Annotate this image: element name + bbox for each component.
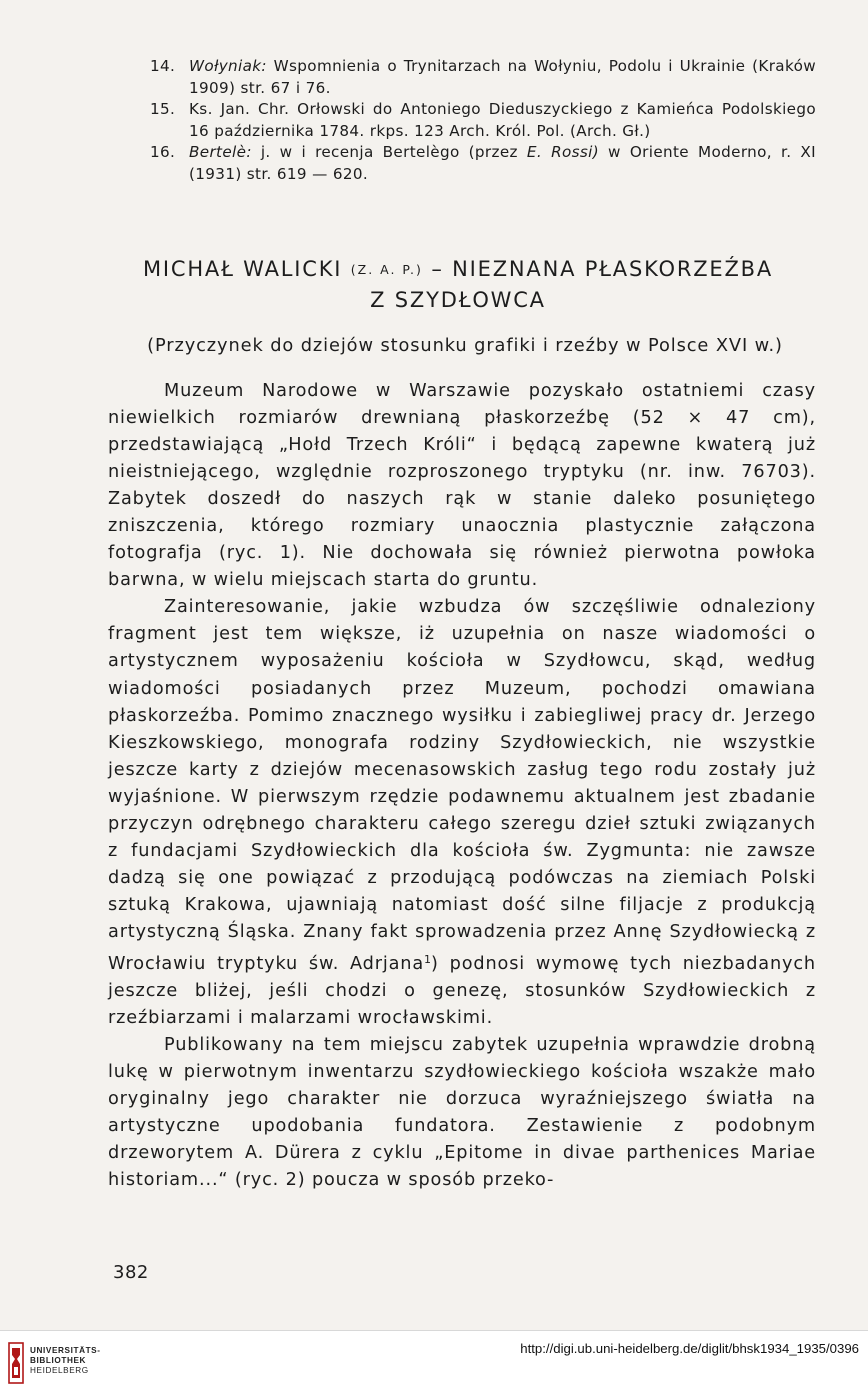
- paragraph-2: [108, 594, 816, 1032]
- article-title-line-2: Z SZYDŁOWCA: [370, 288, 546, 312]
- viewer-footer: [0, 1330, 868, 1393]
- footnote-text: [189, 142, 816, 185]
- footnote-author: Wołyniak:: [189, 57, 267, 75]
- footnote-text: [189, 56, 816, 99]
- paragraph-1: Muzeum Narodowe w Warszawie pozyskało ostatniemi czasy niewielkich rozmiarów drewnianą płaskorzeźbę (52 × 47 cm), przedstawiającą „Hołd Trzech Króli“ i będącą zapewne kwaterą już nieistniejącego, względnie rozproszonego tryptyku (nr. inw. 76703). Zabytek doszedł do naszych rąk w stanie daleko posuniętego zniszczenia, którego rozmiary unaocznia plastycznie załączona fotografja (ryc. 1). Nie dochowała się również pierwotna powłoka barwna, w wielu miejscach starta do gruntu.: [108, 381, 816, 591]
- heidelberg-library-logo-icon: [8, 1342, 24, 1384]
- footnote-body: j. w i recenja Bertelègo (przez: [251, 143, 527, 161]
- heading-line-1: [100, 254, 816, 285]
- heading-dash: –: [431, 257, 444, 281]
- footnote-15: [150, 99, 816, 142]
- footnote-body: Ks. Jan. Chr. Orłowski do Antoniego Dieduszyckiego z Kamieńca Podolskiego 16 października 1784. rkps. 123 Arch. Król. Pol. (Arch. Gł.): [189, 100, 816, 140]
- footnotes-block: [150, 56, 816, 185]
- footnote-author: Bertelè:: [189, 143, 252, 161]
- page-number: 382: [113, 1262, 149, 1283]
- footnote-body-end: w Oriente Moderno, r. XI (1931) str. 619 — 620.: [189, 143, 816, 183]
- paragraph-3: Publikowany na tem miejscu zabytek uzupełnia wprawdzie drobną lukę w pierwotnym inwentarzu szydłowieckiego kościoła wszakże mało oryginalny jego charakter nie dorzuca wyraźniejszego światła na artystyczne upodobania fundatora. Zestawienie z podobnym drzeworytem A. Dürera z cyklu „Epitome in divae parthenices Mariae historiam...“ (ryc. 2) poucza w sposób przeko-: [108, 1035, 816, 1191]
- library-line-2: BIBLIOTHEK: [30, 1356, 87, 1365]
- library-line-3: HEIDELBERG: [30, 1366, 89, 1375]
- article-heading: [100, 254, 816, 315]
- footnote-italic: E. Rossi): [526, 143, 599, 161]
- paragraph-2-end: podnosi wymowę tych niezbadanych jeszcze bliżej, jeśli chodzi o genezę, stosunków Szydłowieckich z rzeźbiarzami i malarzami wrocławskimi.: [108, 953, 816, 1029]
- footnote-reference-close: ): [431, 953, 439, 974]
- paragraph-2-text: Zainteresowanie, jakie wzbudza ów szczęśliwie odnaleziony fragment jest tem większe, iż uzupełnia on nasze wiadomości o artystycznem wyposażeniu kościoła w Szydłowcu, skąd, według wiadomości posiadanych przez Muzeum, pochodzi omawiana płaskorzeźba. Pomimo znacznego wysiłku i zabiegliwej pracy dr. Jerzego Kieszkowskiego, monografa rodziny Szydłowieckich, nie wszystkie jeszcze karty z dziejów mecenasowskich zasług tego rodu zostały już wyjaśnione. W pierwszym rzędzie podawnemu aktualnem jest zbadanie przyczyn odrębnego charakteru całego szeregu dzieł sztuki związanych z fundacjami Szydłowieckich dla kościoła św. Zygmunta: nie zawsze dadzą się one powiązać z przodującą podówczas na ziemiach Polski sztuką Krakowa, ujawniają natomiast dość silne filjacje z produkcją artystyczną Śląska. Znany fakt sprowadzenia przez Annę Szydłowiecką z Wrocławiu tryptyku św. Adrjana: [108, 597, 816, 974]
- library-line-1: UNIVERSITÄTS-: [30, 1346, 101, 1355]
- article-subtitle: (Przyczynek do dziejów stosunku grafiki i rzeźby w Polsce XVI w.): [147, 335, 783, 356]
- footnote-reference: 1: [424, 952, 432, 966]
- article-author: MICHAŁ WALICKI: [142, 257, 343, 281]
- author-initials: (Z. A. P.): [350, 262, 423, 277]
- footnote-body: Wspomnienia o Trynitarzach na Wołyniu, Podolu i Ukrainie (Kraków 1909) str. 67 i 76.: [189, 57, 816, 97]
- footnote-16: [150, 142, 816, 185]
- footnote-text: [189, 99, 816, 142]
- footnote-number: 15.: [150, 100, 176, 118]
- article-title-line-1: NIEZNANA PŁASKORZEŹBA: [452, 257, 774, 281]
- footer-divider: [0, 1330, 868, 1331]
- footnote-number: 16.: [150, 143, 176, 161]
- library-name: [30, 1346, 101, 1376]
- article-body: [108, 378, 816, 1194]
- source-url-link[interactable]: http://digi.ub.uni-heidelberg.de/diglit/bhsk1934_1935/0396: [520, 1341, 859, 1356]
- footnote-14: [150, 56, 816, 99]
- footnote-number: 14.: [150, 57, 176, 75]
